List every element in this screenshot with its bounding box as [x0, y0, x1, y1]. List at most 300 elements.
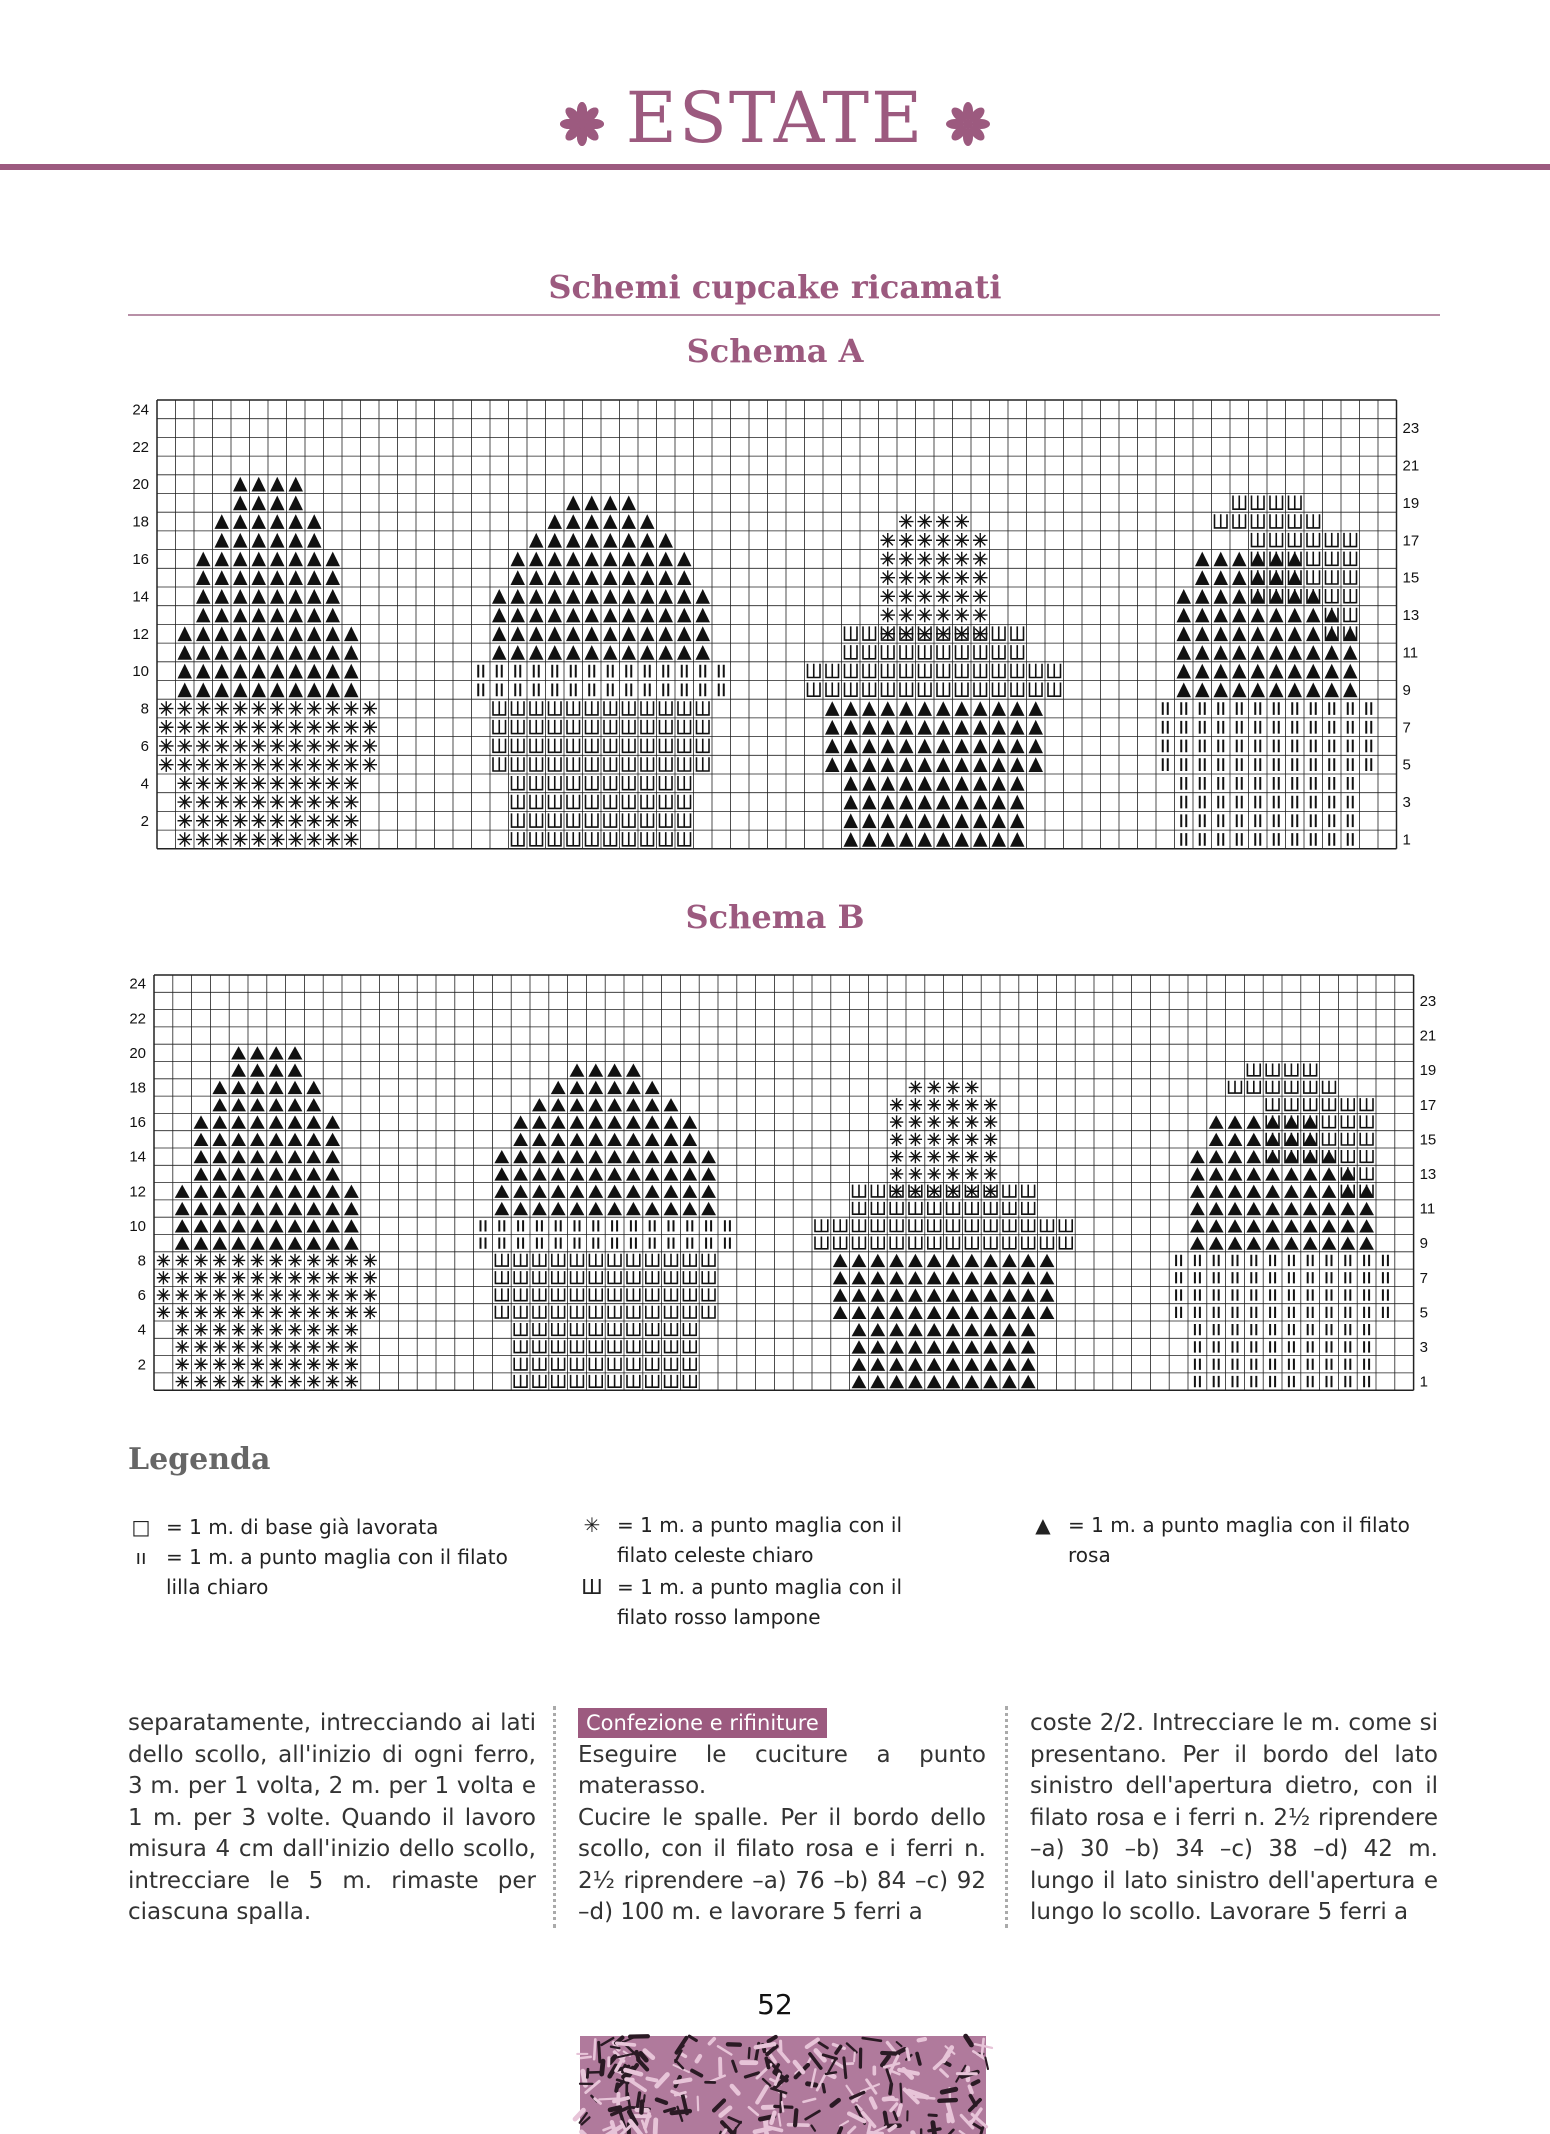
double-bar-stitch [682, 684, 687, 697]
triangle-stitch [326, 608, 341, 623]
triangle-stitch [640, 645, 655, 660]
asterisk-stitch [233, 776, 248, 791]
asterisk-stitch [890, 1133, 903, 1146]
sha-stitch [623, 795, 636, 809]
grid [154, 975, 1414, 1390]
triangle-stitch [899, 813, 914, 828]
triangle-stitch [1190, 1202, 1205, 1215]
triangle-stitch [852, 1375, 867, 1388]
sha-stitch [974, 683, 987, 697]
double-bar-stitch [1289, 1359, 1294, 1370]
sha-stitch [552, 1323, 565, 1335]
asterisk-stitch [307, 739, 322, 754]
triangle-stitch [677, 589, 692, 604]
sha-stitch [871, 1237, 884, 1249]
triangle-stitch [1322, 1202, 1337, 1215]
triangle-stitch [852, 1323, 867, 1336]
triangle-stitch [306, 1167, 321, 1180]
row-label-left: 18 [129, 1079, 146, 1097]
triangle-stitch [870, 1271, 885, 1284]
sha-stitch [853, 1219, 866, 1231]
asterisk-stitch [196, 814, 211, 829]
triangle-stitch [532, 1185, 547, 1198]
triangle-stitch [215, 645, 230, 660]
sha-stitch [586, 795, 599, 809]
sha-stitch [665, 1323, 678, 1335]
asterisk-stitch [909, 1098, 922, 1111]
asterisk-stitch [326, 1254, 339, 1267]
triangle-stitch [1306, 645, 1321, 660]
triangle-stitch [588, 1167, 603, 1180]
triangle-stitch [212, 1133, 227, 1146]
sha-stitch [678, 776, 691, 790]
asterisk-stitch [936, 627, 951, 642]
sha-stitch [919, 683, 932, 697]
asterisk-stitch [326, 1288, 339, 1301]
asterisk-stitch [233, 795, 248, 810]
triangle-stitch [870, 1340, 885, 1353]
triangle-stitch [1029, 739, 1044, 754]
sha-stitch [882, 645, 895, 659]
sha-stitch [623, 739, 636, 753]
row-label-left: 18 [132, 513, 149, 531]
legend-text: = 1 m. a punto maglia con il filato lilla chiaro [166, 1545, 508, 1599]
triangle-stitch [936, 795, 951, 810]
sha-stitch [974, 645, 987, 659]
triangle-stitch [1195, 608, 1210, 623]
sha-stitch [1285, 1098, 1298, 1110]
triangle-stitch [194, 1202, 209, 1215]
asterisk-stitch [307, 1323, 320, 1336]
asterisk-stitch [326, 1358, 339, 1371]
double-bar-stitch [1218, 740, 1223, 753]
sha-stitch [900, 645, 913, 659]
asterisk-stitch [288, 1323, 301, 1336]
triangle-stitch [1209, 1219, 1224, 1232]
asterisk-stitch [232, 1375, 245, 1388]
sha-stitch [512, 813, 525, 827]
triangle-stitch [529, 570, 544, 585]
asterisk-stitch [213, 1323, 226, 1336]
header-title: ESTATE [625, 77, 925, 159]
double-bar-stitch [608, 684, 613, 697]
triangle-stitch [955, 720, 970, 735]
triangle-stitch [231, 1133, 246, 1146]
row-label-right: 19 [1402, 494, 1420, 512]
double-bar-stitch [612, 1238, 617, 1249]
sha-stitch [512, 739, 525, 753]
sha-stitch [871, 1202, 884, 1214]
triangle-stitch [570, 1202, 585, 1215]
triangle-stitch [1284, 1237, 1299, 1250]
asterisk-stitch [215, 776, 230, 791]
triangle-stitch [494, 1167, 509, 1180]
asterisk-stitch [196, 720, 211, 735]
triangle-stitch [1269, 626, 1284, 641]
row-label-right: 9 [1402, 681, 1411, 699]
sha-stitch [956, 645, 969, 659]
triangle-stitch [585, 496, 600, 511]
triangle-stitch [270, 683, 285, 698]
sha-stitch [909, 1219, 922, 1231]
triangle-stitch [566, 514, 581, 529]
row-label-right: 1 [1402, 831, 1411, 849]
asterisk-stitch [288, 1288, 301, 1301]
triangle-stitch [175, 1202, 190, 1215]
triangle-stitch [1021, 1254, 1036, 1267]
triangle-stitch [992, 776, 1007, 791]
double-bar-stitch [650, 1238, 655, 1249]
double-bar-stitch [725, 1238, 730, 1249]
triangle-stitch [1209, 1167, 1224, 1180]
row-label-left: 12 [129, 1183, 146, 1201]
double-bar-stitch [1233, 1255, 1238, 1266]
triangle-stitch [1265, 1167, 1280, 1180]
legend-text: = 1 m. di base già lavorata [166, 1515, 439, 1539]
sha-stitch [947, 1202, 960, 1214]
triangle-stitch [551, 1133, 566, 1146]
double-bar-stitch [1348, 796, 1353, 809]
row-label-right: 15 [1419, 1131, 1437, 1149]
double-bar-stitch [700, 665, 705, 678]
sha-stitch [937, 645, 950, 659]
triangle-stitch [870, 1323, 885, 1336]
triangle-stitch [570, 1167, 585, 1180]
asterisk-stitch [307, 1288, 320, 1301]
sha-stitch [495, 1306, 508, 1318]
triangle-stitch [964, 1340, 979, 1353]
triangle-stitch [270, 626, 285, 641]
asterisk-stitch [307, 720, 322, 735]
sha-stitch [1344, 552, 1357, 566]
triangle-stitch [175, 1219, 190, 1232]
double-bar-stitch [1364, 1359, 1369, 1370]
triangle-stitch [607, 1167, 622, 1180]
triangle-stitch [1303, 1237, 1318, 1250]
triangle-stitch [1232, 552, 1247, 567]
sha-stitch [1341, 1115, 1354, 1127]
triangle-stitch [973, 720, 988, 735]
double-bar-stitch [1176, 1272, 1181, 1283]
sha-stitch [697, 720, 710, 734]
text-column-left [128, 1708, 536, 1929]
triangle-stitch [946, 1288, 961, 1301]
double-bar-stitch [1366, 721, 1371, 734]
asterisk-stitch [965, 1081, 978, 1094]
triangle-stitch [983, 1271, 998, 1284]
sha-stitch [1030, 664, 1043, 678]
sha-stitch [1030, 683, 1043, 697]
asterisk-stitch [252, 832, 267, 847]
double-bar-stitch [1345, 1341, 1350, 1352]
triangle-stitch [306, 1185, 321, 1198]
sha-stitch [1270, 514, 1283, 528]
triangle-stitch [659, 552, 674, 567]
sha-stitch [1341, 1133, 1354, 1145]
triangle-stitch [307, 683, 322, 698]
double-bar-stitch [650, 1220, 655, 1231]
asterisk-stitch [326, 1306, 339, 1319]
sha-stitch [533, 1288, 546, 1300]
asterisk-stitch [984, 1185, 997, 1198]
double-bar-stitch [1348, 777, 1353, 790]
sha-stitch [552, 1306, 565, 1318]
sha-stitch [623, 832, 636, 846]
triangle-stitch [1251, 645, 1266, 660]
legend-item-light-blue [577, 1510, 977, 1570]
triangle-stitch [1322, 1237, 1337, 1250]
triangle-stitch [1040, 1271, 1055, 1284]
asterisk-stitch [307, 1306, 320, 1319]
triangle-stitch [1010, 720, 1025, 735]
triangle-stitch [252, 664, 267, 679]
triangle-stitch [640, 514, 655, 529]
triangle-stitch [344, 1185, 359, 1198]
double-bar-stitch [515, 684, 520, 697]
double-bar-stitch [1214, 1376, 1219, 1387]
asterisk-stitch [215, 701, 230, 716]
double-bar-stitch [497, 684, 502, 697]
triangle-stitch [862, 813, 877, 828]
row-label-right: 1 [1419, 1373, 1428, 1391]
asterisk-stitch [326, 1375, 339, 1388]
triangle-stitch [178, 664, 193, 679]
triangle-stitch [870, 1254, 885, 1267]
sha-stitch [665, 1254, 678, 1266]
triangle-stitch [1246, 1133, 1261, 1146]
sha-stitch [623, 757, 636, 771]
triangle-stitch [212, 1081, 227, 1094]
sha-stitch [589, 1254, 602, 1266]
sha-stitch [589, 1306, 602, 1318]
triangle-stitch [307, 570, 322, 585]
double-bar-stitch [631, 1220, 636, 1231]
triangle-stitch [664, 1150, 679, 1163]
double-bar-stitch [1181, 796, 1186, 809]
sha-stitch [552, 1358, 565, 1370]
row-label-right: 3 [1419, 1338, 1428, 1356]
asterisk-stitch [946, 1150, 959, 1163]
triangle-stitch [908, 1323, 923, 1336]
triangle-stitch [252, 683, 267, 698]
asterisk-stitch [270, 832, 285, 847]
triangle-stitch [250, 1185, 265, 1198]
sha-stitch [890, 1237, 903, 1249]
triangle-stitch [603, 514, 618, 529]
triangle-stitch [325, 1219, 340, 1232]
triangle-stitch [1177, 645, 1192, 660]
asterisk-stitch [252, 795, 267, 810]
triangle-stitch [927, 1323, 942, 1336]
triangle-stitch [964, 1254, 979, 1267]
triangle-stitch [178, 683, 193, 698]
triangle-stitch [1010, 776, 1025, 791]
triangle-stitch [196, 589, 211, 604]
triangle-stitch [862, 757, 877, 772]
sha-stitch [493, 757, 506, 771]
asterisk-stitch [157, 1288, 170, 1301]
double-bar-stitch [1270, 1324, 1275, 1335]
double-bar-stitch [1233, 1341, 1238, 1352]
double-bar-stitch [1311, 740, 1316, 753]
triangle-stitch [289, 589, 304, 604]
triangle-stitch [626, 1098, 641, 1111]
triangle-stitch [603, 533, 618, 548]
asterisk-stitch [881, 533, 896, 548]
triangle-stitch [1232, 570, 1247, 585]
triangle-stitch [992, 720, 1007, 735]
sha-stitch [495, 1254, 508, 1266]
triangle-stitch [889, 1288, 904, 1301]
triangle-stitch [992, 813, 1007, 828]
sha-stitch [1360, 1115, 1373, 1127]
triangle-stitch [325, 1237, 340, 1250]
triangle-stitch [870, 1288, 885, 1301]
triangle-stitch [659, 626, 674, 641]
triangle-stitch [585, 608, 600, 623]
double-bar-stitch [1255, 721, 1260, 734]
double-bar-stitch [1274, 796, 1279, 809]
asterisk-stitch [178, 832, 193, 847]
triangle-stitch [306, 1150, 321, 1163]
row-label-right: 5 [1419, 1304, 1428, 1322]
triangle-stitch [1190, 1237, 1205, 1250]
triangle-stitch [682, 1185, 697, 1198]
sha-stitch [1285, 1081, 1298, 1093]
sha-stitch [826, 664, 839, 678]
triangle-stitch [585, 533, 600, 548]
asterisk-stitch [176, 1288, 189, 1301]
asterisk-stitch [946, 1098, 959, 1111]
sha-stitch [512, 776, 525, 790]
triangle-stitch [570, 1081, 585, 1094]
triangle-stitch [1246, 1237, 1261, 1250]
sha-stitch [567, 813, 580, 827]
double-bar-stitch [1270, 1307, 1275, 1318]
sha-stitch [530, 795, 543, 809]
triangle-stitch [1306, 683, 1321, 698]
triangle-stitch [1190, 1185, 1205, 1198]
sha-stitch [919, 664, 932, 678]
asterisk-stitch [345, 1306, 358, 1319]
sha-stitch [965, 1237, 978, 1249]
triangle-stitch [306, 1237, 321, 1250]
asterisk-stitch [251, 1375, 264, 1388]
sha-stitch [514, 1323, 527, 1335]
asterisk-stitch [251, 1254, 264, 1267]
triangle-stitch [640, 533, 655, 548]
sha-stitch [665, 1271, 678, 1283]
sha-stitch [586, 701, 599, 715]
triangle-stitch [250, 1081, 265, 1094]
triangle-stitch [175, 1185, 190, 1198]
asterisk-stitch [288, 1358, 301, 1371]
sha-stitch [1011, 645, 1024, 659]
asterisk-stitch [918, 552, 933, 567]
sha-stitch [863, 683, 876, 697]
triangle-stitch [231, 1237, 246, 1250]
triangle-stitch [588, 1098, 603, 1111]
triangle-stitch [551, 1081, 566, 1094]
triangle-stitch [622, 533, 637, 548]
triangle-stitch [231, 1202, 246, 1215]
double-bar-stitch [1308, 1376, 1313, 1387]
asterisk-stitch [899, 533, 914, 548]
triangle-stitch [194, 1115, 209, 1128]
triangle-stitch [852, 1254, 867, 1267]
double-bar-stitch [1251, 1289, 1256, 1300]
sha-stitch [608, 1254, 621, 1266]
triangle-stitch [862, 795, 877, 810]
triangle-stitch [1177, 608, 1192, 623]
sha-stitch [702, 1254, 715, 1266]
double-bar-stitch [1311, 777, 1316, 790]
asterisk-stitch [909, 1081, 922, 1094]
triangle-stitch [215, 626, 230, 641]
triangle-stitch [551, 1098, 566, 1111]
double-bar-stitch [1218, 796, 1223, 809]
double-bar-stitch [1329, 777, 1334, 790]
double-bar-stitch [1274, 721, 1279, 734]
triangle-stitch [1209, 1185, 1224, 1198]
triangle-stitch [881, 795, 896, 810]
triangle-stitch [178, 645, 193, 660]
triangle-stitch [178, 626, 193, 641]
double-bar-stitch [1364, 1289, 1369, 1300]
sha-stitch [495, 1288, 508, 1300]
triangle-stitch [852, 1271, 867, 1284]
triangle-stitch [1214, 589, 1229, 604]
sha-stitch [641, 832, 654, 846]
asterisk-stitch [307, 832, 322, 847]
sha-stitch [1233, 496, 1246, 510]
triangle-stitch [1269, 683, 1284, 698]
sha-stitch [604, 739, 617, 753]
triangle-stitch [1359, 1219, 1374, 1232]
triangle-stitch [607, 1098, 622, 1111]
asterisk-stitch [251, 1340, 264, 1353]
double-bar-stitch [571, 684, 576, 697]
double-bar-stitch [612, 1220, 617, 1231]
sha-stitch [641, 776, 654, 790]
asterisk-stitch [233, 701, 248, 716]
triangle-stitch [918, 701, 933, 716]
double-bar-stitch [1233, 1307, 1238, 1318]
triangle-stitch [513, 1133, 528, 1146]
asterisk-stitch [918, 570, 933, 585]
triangle-stitch [992, 757, 1007, 772]
schema-b-chart [122, 970, 1437, 1400]
asterisk-stitch [984, 1133, 997, 1146]
sha-stitch [571, 1323, 584, 1335]
triangle-stitch [585, 645, 600, 660]
sha-stitch [1048, 664, 1061, 678]
triangle-stitch [1269, 608, 1284, 623]
asterisk-stitch [270, 720, 285, 735]
sha-stitch [834, 1219, 847, 1231]
row-label-left: 10 [132, 663, 149, 681]
double-bar-stitch [1251, 1307, 1256, 1318]
sha-stitch [993, 683, 1006, 697]
triangle-stitch [212, 1237, 227, 1250]
sha-stitch [1323, 1115, 1336, 1127]
asterisk-stitch [307, 795, 322, 810]
sha-stitch [571, 1306, 584, 1318]
triangle-stitch [270, 533, 285, 548]
sha-stitch [646, 1254, 659, 1266]
triangle-stitch [607, 1202, 622, 1215]
double-bar-stitch [1237, 833, 1242, 846]
